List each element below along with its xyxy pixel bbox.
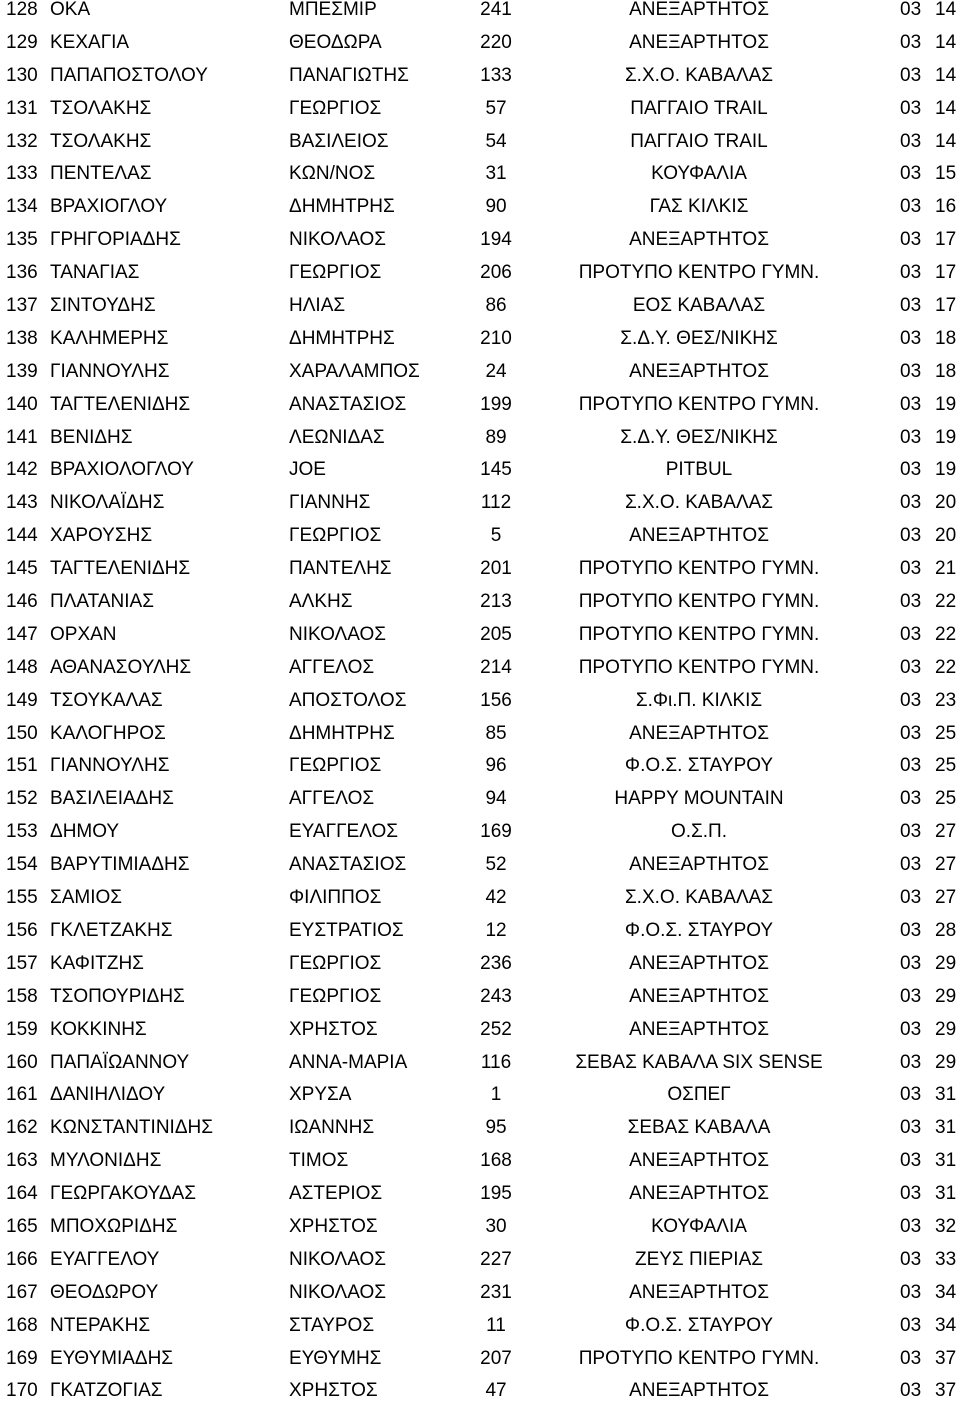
rank-cell: 151 [6,755,38,777]
first-name-cell: ΕΥΘΥΜΗΣ [289,1347,382,1369]
time-hours-cell: 03 [900,393,922,415]
time-hours-cell: 03 [900,821,922,843]
time-minutes-cell: 34 [935,1314,957,1336]
table-row: 162 ΚΩΝΣΤΑΝΤΙΝΙΔΗΣ ΙΩΑΝΝΗΣ 95 ΣΕΒΑΣ ΚΑΒΑΛΑ 03 31 [6,1117,957,1139]
time-hours-cell: 03 [900,229,922,251]
table-row: 155 ΣΑΜΙΟΣ ΦΙΛΙΠΠΟΣ 42 Σ.Χ.Ο. ΚΑΒΑΛΑΣ 03 27 [6,887,957,909]
time-minutes-cell: 27 [935,821,957,843]
rank-cell: 137 [6,295,38,317]
rank-cell: 144 [6,525,38,547]
rank-cell: 136 [6,262,38,284]
rank-cell: 154 [6,854,38,876]
time-hours-cell: 03 [900,1248,922,1270]
table-row: 146 ΠΛΑΤΑΝΙΑΣ ΑΛΚΗΣ 213 ΠΡΟΤΥΠΟ ΚΕΝΤΡΟ ΓΥΜΝ. 03 22 [6,591,957,613]
time-hours-cell: 03 [900,1281,922,1303]
time-minutes-cell: 25 [935,755,957,777]
time-hours-cell: 03 [900,97,922,119]
time-hours-cell: 03 [900,755,922,777]
last-name-cell: ΕΥΑΓΓΕΛΟΥ [50,1248,160,1270]
table-row: 156 ΓΚΛΕΤΖΑΚΗΣ ΕΥΣΤΡΑΤΙΟΣ 12 Φ.Ο.Σ. ΣΤΑΥΡΟΥ 03 28 [6,919,957,941]
first-name-cell: ΧΡΥΣΑ [289,1084,352,1106]
last-name-cell: ΒΡΑΧΙΟΛΟΓΛΟΥ [50,459,194,481]
time-hours-cell: 03 [900,1150,922,1172]
first-name-cell: ΗΛΙΑΣ [289,295,346,317]
time-minutes-cell: 17 [935,295,957,317]
rank-cell: 134 [6,196,38,218]
last-name-cell: ΓΚΑΤΖΟΓΙΑΣ [50,1380,163,1402]
rank-cell: 152 [6,788,38,810]
rank-cell: 168 [6,1314,38,1336]
first-name-cell: ΑΝΑΣΤΑΣΙΟΣ [289,393,407,415]
table-row: 148 ΑΘΑΝΑΣΟΥΛΗΣ ΑΓΓΕΛΟΣ 214 ΠΡΟΤΥΠΟ ΚΕΝΤΡΟ ΓΥΜΝ. 03 22 [6,656,957,678]
table-row: 137 ΣΙΝΤΟΥΔΗΣ ΗΛΙΑΣ 86 ΕΟΣ ΚΑΒΑΛΑΣ 03 17 [6,295,957,317]
first-name-cell: ΦΙΛΙΠΠΟΣ [289,887,382,909]
time-minutes-cell: 20 [935,492,957,514]
table-row: 158 ΤΣΟΠΟΥΡΙΔΗΣ ΓΕΩΡΓΙΟΣ 243 ΑΝΕΞΑΡΤΗΤΟΣ 03 29 [6,985,957,1007]
last-name-cell: ΒΕΝΙΔΗΣ [50,426,133,448]
first-name-cell: ΓΕΩΡΓΙΟΣ [289,985,382,1007]
last-name-cell: ΟΡΧΑΝ [50,623,117,645]
first-name-cell: ΕΥΣΤΡΑΤΙΟΣ [289,919,404,941]
table-row: 129 ΚΕΧΑΓΙΑ ΘΕΟΔΩΡΑ 220 ΑΝΕΞΑΡΤΗΤΟΣ 03 14 [6,31,957,53]
rank-cell: 142 [6,459,38,481]
rank-cell: 133 [6,163,38,185]
time-hours-cell: 03 [900,327,922,349]
time-hours-cell: 03 [900,1183,922,1205]
last-name-cell: ΜΠΟΧΩΡΙΔΗΣ [50,1215,178,1237]
time-hours-cell: 03 [900,262,922,284]
table-row: 145 ΤΑΓΤΕΛΕΝΙΔΗΣ ΠΑΝΤΕΛΗΣ 201 ΠΡΟΤΥΠΟ ΚΕΝΤΡΟ ΓΥΜΝ. 03 21 [6,558,957,580]
table-row: 159 ΚΟΚΚΙΝΗΣ ΧΡΗΣΤΟΣ 252 ΑΝΕΞΑΡΤΗΤΟΣ 03 29 [6,1018,957,1040]
time-minutes-cell: 16 [935,196,957,218]
table-row: 167 ΘΕΟΔΩΡΟΥ ΝΙΚΟΛΑΟΣ 231 ΑΝΕΞΑΡΤΗΤΟΣ 03 34 [6,1281,957,1303]
time-minutes-cell: 22 [935,623,957,645]
time-minutes-cell: 29 [935,985,957,1007]
first-name-cell: ΜΠΕΣΜΙΡ [289,0,377,20]
time-hours-cell: 03 [900,1084,922,1106]
last-name-cell: ΤΑΓΤΕΛΕΝΙΔΗΣ [50,558,191,580]
last-name-cell: ΓΕΩΡΓΑΚΟΥΔΑΣ [50,1183,197,1205]
time-hours-cell: 03 [900,64,922,86]
rank-cell: 149 [6,689,38,711]
table-row: 128 ΟΚΑ ΜΠΕΣΜΙΡ 241 ΑΝΕΞΑΡΤΗΤΟΣ 03 14 [6,0,957,20]
rank-cell: 162 [6,1117,38,1139]
table-row: 138 ΚΑΛΗΜΕΡΗΣ ΔΗΜΗΤΡΗΣ 210 Σ.Δ.Υ. ΘΕΣ/ΝΙΚΗΣ 03 18 [6,327,957,349]
rank-cell: 160 [6,1051,38,1073]
rank-cell: 128 [6,0,38,20]
time-minutes-cell: 37 [935,1347,957,1369]
table-row: 142 ΒΡΑΧΙΟΛΟΓΛΟΥ JOE 145 PITBUL 03 19 [6,459,957,481]
table-row: 165 ΜΠΟΧΩΡΙΔΗΣ ΧΡΗΣΤΟΣ 30 ΚΟΥΦΑΛΙΑ 03 32 [6,1215,957,1237]
first-name-cell: ΑΛΚΗΣ [289,591,353,613]
first-name-cell: ΔΗΜΗΤΡΗΣ [289,327,395,349]
last-name-cell: ΚΑΛΟΓΗΡΟΣ [50,722,166,744]
last-name-cell: ΚΑΦΙΤΖΗΣ [50,952,144,974]
last-name-cell: ΣΑΜΙΟΣ [50,887,123,909]
last-name-cell: ΑΘΑΝΑΣΟΥΛΗΣ [50,656,192,678]
table-row: 133 ΠΕΝΤΕΛΑΣ ΚΩΝ/ΝΟΣ 31 ΚΟΥΦΑΛΙΑ 03 15 [6,163,957,185]
rank-cell: 139 [6,360,38,382]
rank-cell: 132 [6,130,38,152]
first-name-cell: ΝΙΚΟΛΑΟΣ [289,229,387,251]
table-row: 130 ΠΑΠΑΠΟΣΤΟΛΟΥ ΠΑΝΑΓΙΩΤΗΣ 133 Σ.Χ.Ο. ΚΑΒΑΛΑΣ 03 14 [6,64,957,86]
last-name-cell: ΔΗΜΟΥ [50,821,120,843]
rank-cell: 141 [6,426,38,448]
time-hours-cell: 03 [900,1347,922,1369]
rank-cell: 161 [6,1084,38,1106]
first-name-cell: ΓΕΩΡΓΙΟΣ [289,755,382,777]
table-row: 161 ΔΑΝΙΗΛΙΔΟΥ ΧΡΥΣΑ 1 ΟΣΠΕΓ 03 31 [6,1084,957,1106]
first-name-cell: ΓΙΑΝΝΗΣ [289,492,371,514]
last-name-cell: ΓΚΛΕΤΖΑΚΗΣ [50,919,173,941]
time-minutes-cell: 23 [935,689,957,711]
time-minutes-cell: 27 [935,854,957,876]
table-row: 131 ΤΣΟΛΑΚΗΣ ΓΕΩΡΓΙΟΣ 57 ΠΑΓΓΑΙΟ TRAIL 03 14 [6,97,957,119]
last-name-cell: ΚΩΝΣΤΑΝΤΙΝΙΔΗΣ [50,1117,213,1139]
first-name-cell: ΒΑΣΙΛΕΙΟΣ [289,130,389,152]
first-name-cell: ΤΙΜΟΣ [289,1150,349,1172]
first-name-cell: ΑΣΤΕΡΙΟΣ [289,1183,383,1205]
first-name-cell: ΔΗΜΗΤΡΗΣ [289,722,395,744]
first-name-cell: ΧΑΡΑΛΑΜΠΟΣ [289,360,420,382]
time-hours-cell: 03 [900,854,922,876]
last-name-cell: ΤΣΟΛΑΚΗΣ [50,130,152,152]
time-minutes-cell: 25 [935,722,957,744]
rank-cell: 138 [6,327,38,349]
table-row: 149 ΤΣΟΥΚΑΛΑΣ ΑΠΟΣΤΟΛΟΣ 156 Σ.Φι.Π. ΚΙΛΚΙΣ 03 23 [6,689,957,711]
last-name-cell: ΚΕΧΑΓΙΑ [50,31,130,53]
time-hours-cell: 03 [900,1215,922,1237]
table-row: 150 ΚΑΛΟΓΗΡΟΣ ΔΗΜΗΤΡΗΣ 85 ΑΝΕΞΑΡΤΗΤΟΣ 03 25 [6,722,957,744]
last-name-cell: ΤΣΟΛΑΚΗΣ [50,97,152,119]
last-name-cell: ΝΤΕΡΑΚΗΣ [50,1314,151,1336]
first-name-cell: ΝΙΚΟΛΑΟΣ [289,623,387,645]
table-row: 134 ΒΡΑΧΙΟΓΛΟΥ ΔΗΜΗΤΡΗΣ 90 ΓΑΣ ΚΙΛΚΙΣ 03 16 [6,196,957,218]
rank-cell: 150 [6,722,38,744]
rank-cell: 163 [6,1150,38,1172]
rank-cell: 169 [6,1347,38,1369]
time-hours-cell: 03 [900,591,922,613]
rank-cell: 156 [6,919,38,941]
table-row: 153 ΔΗΜΟΥ ΕΥΑΓΓΕΛΟΣ 169 Ο.Σ.Π. 03 27 [6,821,957,843]
time-hours-cell: 03 [900,1117,922,1139]
time-minutes-cell: 34 [935,1281,957,1303]
last-name-cell: ΓΙΑΝΝΟΥΛΗΣ [50,755,170,777]
time-minutes-cell: 21 [935,558,957,580]
time-minutes-cell: 31 [935,1117,957,1139]
time-minutes-cell: 32 [935,1215,957,1237]
time-hours-cell: 03 [900,360,922,382]
time-hours-cell: 03 [900,0,922,20]
first-name-cell: ΠΑΝΑΓΙΩΤΗΣ [289,64,409,86]
time-minutes-cell: 25 [935,788,957,810]
last-name-cell: ΧΑΡΟΥΣΗΣ [50,525,153,547]
time-hours-cell: 03 [900,689,922,711]
last-name-cell: ΠΕΝΤΕΛΑΣ [50,163,152,185]
time-minutes-cell: 29 [935,1018,957,1040]
table-row: 140 ΤΑΓΤΕΛΕΝΙΔΗΣ ΑΝΑΣΤΑΣΙΟΣ 199 ΠΡΟΤΥΠΟ ΚΕΝΤΡΟ ΓΥΜΝ. 03 19 [6,393,957,415]
time-minutes-cell: 15 [935,163,957,185]
table-row: 166 ΕΥΑΓΓΕΛΟΥ ΝΙΚΟΛΑΟΣ 227 ΖΕΥΣ ΠΙΕΡΙΑΣ 03 33 [6,1248,957,1270]
time-hours-cell: 03 [900,163,922,185]
last-name-cell: ΒΑΡΥΤΙΜΙΑΔΗΣ [50,854,190,876]
time-hours-cell: 03 [900,1051,922,1073]
time-minutes-cell: 31 [935,1183,957,1205]
first-name-cell: ΓΕΩΡΓΙΟΣ [289,97,382,119]
table-row: 154 ΒΑΡΥΤΙΜΙΑΔΗΣ ΑΝΑΣΤΑΣΙΟΣ 52 ΑΝΕΞΑΡΤΗΤΟΣ 03 27 [6,854,957,876]
time-minutes-cell: 19 [935,426,957,448]
table-row: 152 ΒΑΣΙΛΕΙΑΔΗΣ ΑΓΓΕΛΟΣ 94 HAPPY MOUNTAIN 03 25 [6,788,957,810]
first-name-cell: ΧΡΗΣΤΟΣ [289,1380,378,1402]
time-hours-cell: 03 [900,919,922,941]
last-name-cell: ΤΣΟΠΟΥΡΙΔΗΣ [50,985,185,1007]
table-row: 170 ΓΚΑΤΖΟΓΙΑΣ ΧΡΗΣΤΟΣ 47 ΑΝΕΞΑΡΤΗΤΟΣ 03 37 [6,1380,957,1402]
rank-cell: 165 [6,1215,38,1237]
table-row: 135 ΓΡΗΓΟΡΙΑΔΗΣ ΝΙΚΟΛΑΟΣ 194 ΑΝΕΞΑΡΤΗΤΟΣ 03 17 [6,229,957,251]
first-name-cell: ΣΤΑΥΡΟΣ [289,1314,375,1336]
time-minutes-cell: 17 [935,229,957,251]
time-minutes-cell: 31 [935,1150,957,1172]
last-name-cell: ΚΑΛΗΜΕΡΗΣ [50,327,169,349]
time-minutes-cell: 33 [935,1248,957,1270]
last-name-cell: ΤΣΟΥΚΑΛΑΣ [50,689,163,711]
time-hours-cell: 03 [900,656,922,678]
rank-cell: 131 [6,97,38,119]
time-hours-cell: 03 [900,1380,922,1402]
last-name-cell: ΣΙΝΤΟΥΔΗΣ [50,295,156,317]
time-hours-cell: 03 [900,492,922,514]
time-minutes-cell: 22 [935,656,957,678]
rank-cell: 143 [6,492,38,514]
table-row: 163 ΜΥΛΟΝΙΔΗΣ ΤΙΜΟΣ 168 ΑΝΕΞΑΡΤΗΤΟΣ 03 31 [6,1150,957,1172]
first-name-cell: ΓΕΩΡΓΙΟΣ [289,525,382,547]
last-name-cell: ΤΑΓΤΕΛΕΝΙΔΗΣ [50,393,191,415]
time-minutes-cell: 14 [935,64,957,86]
time-hours-cell: 03 [900,623,922,645]
last-name-cell: ΤΑΝΑΓΙΑΣ [50,262,140,284]
table-row: 141 ΒΕΝΙΔΗΣ ΛΕΩΝΙΔΑΣ 89 Σ.Δ.Υ. ΘΕΣ/ΝΙΚΗΣ 03 19 [6,426,957,448]
last-name-cell: ΝΙΚΟΛΑΪΔΗΣ [50,492,165,514]
time-minutes-cell: 17 [935,262,957,284]
first-name-cell: ΑΓΓΕΛΟΣ [289,656,375,678]
time-hours-cell: 03 [900,31,922,53]
last-name-cell: ΘΕΟΔΩΡΟΥ [50,1281,159,1303]
last-name-cell: ΚΟΚΚΙΝΗΣ [50,1018,147,1040]
rank-cell: 148 [6,656,38,678]
rank-cell: 146 [6,591,38,613]
last-name-cell: ΟΚΑ [50,0,91,20]
first-name-cell: ΑΝΑΣΤΑΣΙΟΣ [289,854,407,876]
rank-cell: 170 [6,1380,38,1402]
last-name-cell: ΔΑΝΙΗΛΙΔΟΥ [50,1084,166,1106]
time-hours-cell: 03 [900,130,922,152]
time-hours-cell: 03 [900,426,922,448]
first-name-cell: ΓΕΩΡΓΙΟΣ [289,952,382,974]
time-minutes-cell: 27 [935,887,957,909]
time-minutes-cell: 19 [935,393,957,415]
first-name-cell: ΠΑΝΤΕΛΗΣ [289,558,392,580]
table-row: 144 ΧΑΡΟΥΣΗΣ ΓΕΩΡΓΙΟΣ 5 ΑΝΕΞΑΡΤΗΤΟΣ 03 20 [6,525,957,547]
first-name-cell: ΝΙΚΟΛΑΟΣ [289,1248,387,1270]
table-row: 168 ΝΤΕΡΑΚΗΣ ΣΤΑΥΡΟΣ 11 Φ.Ο.Σ. ΣΤΑΥΡΟΥ 03 34 [6,1314,957,1336]
time-hours-cell: 03 [900,722,922,744]
time-hours-cell: 03 [900,1018,922,1040]
time-minutes-cell: 31 [935,1084,957,1106]
table-row: 143 ΝΙΚΟΛΑΪΔΗΣ ΓΙΑΝΝΗΣ 112 Σ.Χ.Ο. ΚΑΒΑΛΑΣ 03 20 [6,492,957,514]
time-hours-cell: 03 [900,295,922,317]
rank-cell: 155 [6,887,38,909]
time-hours-cell: 03 [900,525,922,547]
last-name-cell: ΓΙΑΝΝΟΥΛΗΣ [50,360,170,382]
first-name-cell: ΚΩΝ/ΝΟΣ [289,163,376,185]
time-hours-cell: 03 [900,985,922,1007]
first-name-cell: ΧΡΗΣΤΟΣ [289,1215,378,1237]
time-minutes-cell: 14 [935,0,957,20]
rank-cell: 167 [6,1281,38,1303]
time-hours-cell: 03 [900,788,922,810]
rank-cell: 140 [6,393,38,415]
time-hours-cell: 03 [900,887,922,909]
first-name-cell: ΑΝΝΑ-ΜΑΡΙΑ [289,1051,408,1073]
rank-cell: 153 [6,821,38,843]
first-name-cell: ΙΩΑΝΝΗΣ [289,1117,375,1139]
first-name-cell: ΕΥΑΓΓΕΛΟΣ [289,821,399,843]
time-minutes-cell: 37 [935,1380,957,1402]
last-name-cell: ΒΡΑΧΙΟΓΛΟΥ [50,196,168,218]
last-name-cell: ΠΑΠΑΠΟΣΤΟΛΟΥ [50,64,208,86]
time-minutes-cell: 20 [935,525,957,547]
first-name-cell: ΔΗΜΗΤΡΗΣ [289,196,395,218]
time-minutes-cell: 18 [935,327,957,349]
last-name-cell: ΠΛΑΤΑΝΙΑΣ [50,591,154,613]
table-row: 169 ΕΥΘΥΜΙΑΔΗΣ ΕΥΘΥΜΗΣ 207 ΠΡΟΤΥΠΟ ΚΕΝΤΡΟ ΓΥΜΝ. 03 37 [6,1347,957,1369]
time-minutes-cell: 18 [935,360,957,382]
rank-cell: 135 [6,229,38,251]
first-name-cell: ΑΓΓΕΛΟΣ [289,788,375,810]
table-row: 147 ΟΡΧΑΝ ΝΙΚΟΛΑΟΣ 205 ΠΡΟΤΥΠΟ ΚΕΝΤΡΟ ΓΥΜΝ. 03 22 [6,623,957,645]
time-minutes-cell: 14 [935,130,957,152]
first-name-cell: ΝΙΚΟΛΑΟΣ [289,1281,387,1303]
first-name-cell: JOE [289,459,326,481]
rank-cell: 158 [6,985,38,1007]
last-name-cell: ΓΡΗΓΟΡΙΑΔΗΣ [50,229,181,251]
time-minutes-cell: 14 [935,31,957,53]
table-row: 136 ΤΑΝΑΓΙΑΣ ΓΕΩΡΓΙΟΣ 206 ΠΡΟΤΥΠΟ ΚΕΝΤΡΟ ΓΥΜΝ. 03 17 [6,262,957,284]
last-name-cell: ΒΑΣΙΛΕΙΑΔΗΣ [50,788,174,810]
last-name-cell: ΠΑΠΑΪΩΑΝΝΟΥ [50,1051,190,1073]
rank-cell: 164 [6,1183,38,1205]
rank-cell: 157 [6,952,38,974]
time-minutes-cell: 14 [935,97,957,119]
time-minutes-cell: 29 [935,952,957,974]
table-row: 151 ΓΙΑΝΝΟΥΛΗΣ ΓΕΩΡΓΙΟΣ 96 Φ.Ο.Σ. ΣΤΑΥΡΟΥ 03 25 [6,755,957,777]
first-name-cell: ΓΕΩΡΓΙΟΣ [289,262,382,284]
last-name-cell: ΜΥΛΟΝΙΔΗΣ [50,1150,162,1172]
table-row: 139 ΓΙΑΝΝΟΥΛΗΣ ΧΑΡΑΛΑΜΠΟΣ 24 ΑΝΕΞΑΡΤΗΤΟΣ 03 18 [6,360,957,382]
first-name-cell: ΘΕΟΔΩΡΑ [289,31,382,53]
table-row: 157 ΚΑΦΙΤΖΗΣ ΓΕΩΡΓΙΟΣ 236 ΑΝΕΞΑΡΤΗΤΟΣ 03 29 [6,952,957,974]
first-name-cell: ΧΡΗΣΤΟΣ [289,1018,378,1040]
time-minutes-cell: 29 [935,1051,957,1073]
first-name-cell: ΑΠΟΣΤΟΛΟΣ [289,689,407,711]
rank-cell: 145 [6,558,38,580]
time-minutes-cell: 28 [935,919,957,941]
last-name-cell: ΕΥΘΥΜΙΑΔΗΣ [50,1347,174,1369]
rank-cell: 166 [6,1248,38,1270]
time-hours-cell: 03 [900,952,922,974]
time-minutes-cell: 22 [935,591,957,613]
time-hours-cell: 03 [900,1314,922,1336]
first-name-cell: ΛΕΩΝΙΔΑΣ [289,426,385,448]
rank-cell: 147 [6,623,38,645]
rank-cell: 159 [6,1018,38,1040]
table-row: 160 ΠΑΠΑΪΩΑΝΝΟΥ ΑΝΝΑ-ΜΑΡΙΑ 116 ΣΕΒΑΣ ΚΑΒΑΛΑ SIX SENSE 03 29 [6,1051,957,1073]
time-hours-cell: 03 [900,558,922,580]
table-row: 132 ΤΣΟΛΑΚΗΣ ΒΑΣΙΛΕΙΟΣ 54 ΠΑΓΓΑΙΟ TRAIL 03 14 [6,130,957,152]
rank-cell: 130 [6,64,38,86]
time-minutes-cell: 19 [935,459,957,481]
time-hours-cell: 03 [900,196,922,218]
rank-cell: 129 [6,31,38,53]
table-row: 164 ΓΕΩΡΓΑΚΟΥΔΑΣ ΑΣΤΕΡΙΟΣ 195 ΑΝΕΞΑΡΤΗΤΟΣ 03 31 [6,1183,957,1205]
time-hours-cell: 03 [900,459,922,481]
